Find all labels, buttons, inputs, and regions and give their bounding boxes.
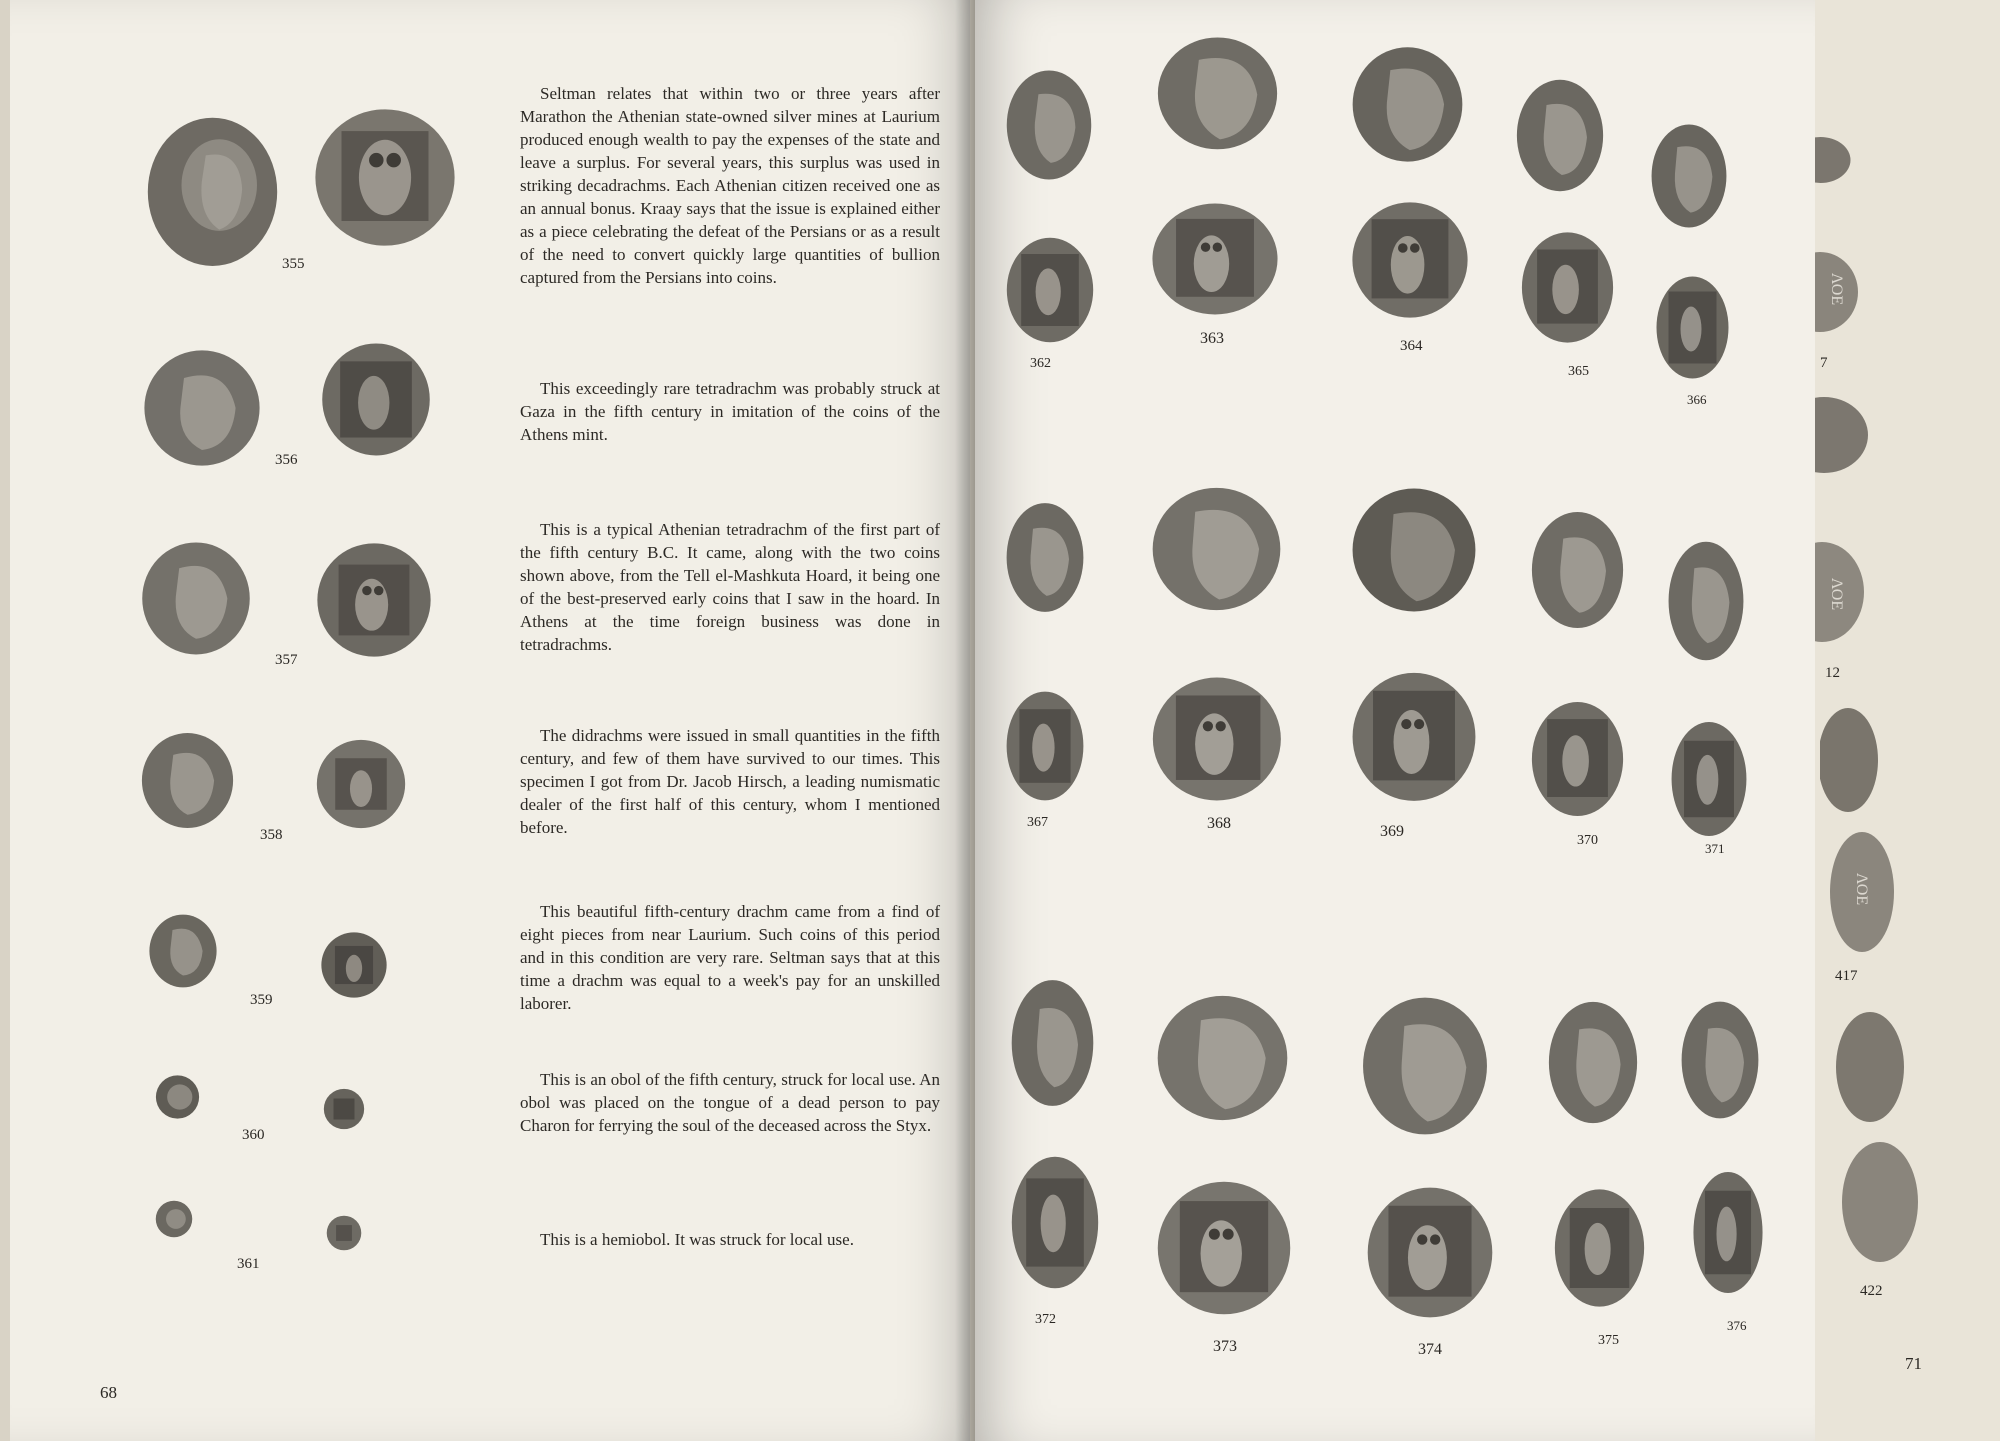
page-number-right: 71 <box>1905 1354 1922 1373</box>
coin-fragment-b5 <box>1820 705 1880 815</box>
coin-reverse-365 <box>1520 230 1615 345</box>
fragment-text-1: ΛΟΕ <box>1828 272 1846 306</box>
paragraph-357: This is a typical Athenian tetradrachm of the first part of the fifth century B.C. It came, along with the two coins shown above, from the Tell el-Mashkuta Hoard, it being one of the best-preserved early coins that I saw in the hoard. In Athens at the time foreign business was done in tetradrachms. <box>520 520 940 654</box>
coin-fragment-b1 <box>1810 135 1855 185</box>
caption-363: 363 <box>1200 330 1224 347</box>
paragraph-361: This is a hemiobol. It was struck for local use. <box>540 1230 854 1249</box>
coin-obverse-359 <box>148 912 218 990</box>
coin-reverse-360 <box>323 1088 365 1130</box>
caption-362: 362 <box>1030 356 1051 371</box>
caption-365: 365 <box>1568 364 1589 379</box>
caption-358: 358 <box>260 827 283 843</box>
coin-reverse-375 <box>1553 1187 1646 1309</box>
caption-370: 370 <box>1577 833 1598 848</box>
caption-369: 369 <box>1380 823 1404 840</box>
coin-fragment-b7 <box>1835 1010 1905 1125</box>
caption-355: 355 <box>282 256 305 272</box>
page-number-left: 68 <box>100 1383 117 1402</box>
caption-367: 367 <box>1027 815 1048 830</box>
caption-372: 372 <box>1035 1312 1056 1327</box>
coin-obverse-368 <box>1150 485 1283 613</box>
coin-reverse-366 <box>1655 275 1730 380</box>
caption-374: 374 <box>1418 1341 1442 1358</box>
caption-361: 361 <box>237 1256 260 1272</box>
coin-obverse-361 <box>155 1198 193 1240</box>
coin-obverse-366 <box>1650 122 1728 230</box>
back-caption-417: 417 <box>1835 968 1858 984</box>
coin-obverse-356 <box>142 348 262 468</box>
coin-reverse-364 <box>1350 200 1470 320</box>
coin-obverse-375 <box>1547 1000 1639 1125</box>
coin-reverse-358 <box>315 738 407 830</box>
coin-reverse-359 <box>320 930 388 1000</box>
caption-376: 376 <box>1727 1318 1747 1333</box>
coin-reverse-376 <box>1692 1170 1764 1295</box>
coin-obverse-374 <box>1360 995 1490 1137</box>
coin-obverse-372 <box>1010 978 1095 1108</box>
coin-reverse-373 <box>1155 1178 1293 1318</box>
caption-366: 366 <box>1687 392 1707 407</box>
coin-obverse-365 <box>1515 78 1605 193</box>
coin-reverse-372 <box>1010 1155 1100 1290</box>
coin-reverse-357 <box>315 540 433 660</box>
fragment-text-2: ΛΟΕ <box>1828 577 1846 611</box>
coin-reverse-367 <box>1005 690 1085 802</box>
coin-fragment-b3 <box>1810 395 1870 475</box>
paragraph-359: This beautiful fifth-century drachm came from a find of eight pieces from near Laurium. Such coins of this period and in this condition are very rare. Seltman says that at this time a drachm was equal to a week's pay for an unskilled laborer. <box>520 902 940 1013</box>
caption-359: 359 <box>250 992 273 1008</box>
coin-reverse-368 <box>1150 675 1285 803</box>
coin-fragment-b8 <box>1840 1140 1920 1265</box>
caption-356: 356 <box>275 452 298 468</box>
coin-obverse-370 <box>1530 510 1625 630</box>
coin-obverse-358 <box>140 730 235 832</box>
coin-reverse-361 <box>326 1215 362 1251</box>
coin-obverse-355 <box>145 115 280 270</box>
fragment-text-3: ΛΟΕ <box>1853 872 1871 906</box>
coin-reverse-362 <box>1005 235 1095 345</box>
coin-reverse-374 <box>1365 1185 1495 1320</box>
coin-obverse-369 <box>1350 485 1478 615</box>
caption-364: 364 <box>1400 338 1423 354</box>
coin-reverse-363 <box>1150 200 1280 318</box>
back-page-edge <box>1790 0 2000 1441</box>
coin-obverse-363 <box>1155 35 1280 153</box>
caption-375: 375 <box>1598 1333 1619 1348</box>
coin-reverse-371 <box>1670 720 1748 838</box>
back-caption-422: 422 <box>1860 1283 1883 1299</box>
back-caption-7: 7 <box>1820 355 1828 371</box>
caption-373: 373 <box>1213 1338 1237 1355</box>
caption-368: 368 <box>1207 815 1231 832</box>
caption-371: 371 <box>1705 841 1725 856</box>
coin-reverse-370 <box>1530 700 1625 818</box>
coin-reverse-369 <box>1350 670 1478 805</box>
left-page <box>10 0 970 1441</box>
coin-obverse-373 <box>1155 993 1290 1123</box>
coin-obverse-362 <box>1005 65 1093 185</box>
coin-reverse-356 <box>320 340 432 460</box>
coin-reverse-355 <box>310 105 460 250</box>
caption-360: 360 <box>242 1127 265 1143</box>
coin-obverse-367 <box>1005 500 1085 615</box>
coin-obverse-376 <box>1680 1000 1760 1120</box>
coin-obverse-357 <box>140 540 252 658</box>
coin-obverse-360 <box>155 1073 200 1121</box>
back-caption-12: 12 <box>1825 665 1840 681</box>
paragraph-360: This is an obol of the fifth century, struck for local use. An obol was placed on the tongue of a dead person to pay Charon for ferrying the soul of the deceased across the Styx. <box>520 1070 940 1135</box>
coin-obverse-371 <box>1667 540 1745 662</box>
coin-obverse-364 <box>1350 45 1465 165</box>
paragraph-356: This exceedingly rare tetradrachm was probably struck at Gaza in the fifth century in imitation of the coins of the Athens mint. <box>520 379 940 444</box>
paragraph-358: The didrachms were issued in small quantities in the fifth century, and few of them have survived to our times. This specimen I got from Dr. Jacob Hirsch, a leading numismatic dealer of the first half of this century, whom I mentioned before. <box>520 726 940 837</box>
caption-357: 357 <box>275 652 298 668</box>
paragraph-355: Seltman relates that within two or three years after Marathon the Athenian state-owned silver mines at Laurium produced enough wealth to pay the expenses of the state and leave a surplus. For several years, this surplus was used in striking decadrachms. Each Athenian citizen received one as an annual bonus. Kraay says that the issue is explained either as a piece celebrating the defeat of the Persians or as a result of the need to convert quickly large quantities of bullion captured from the Persians into coins. <box>520 84 940 287</box>
